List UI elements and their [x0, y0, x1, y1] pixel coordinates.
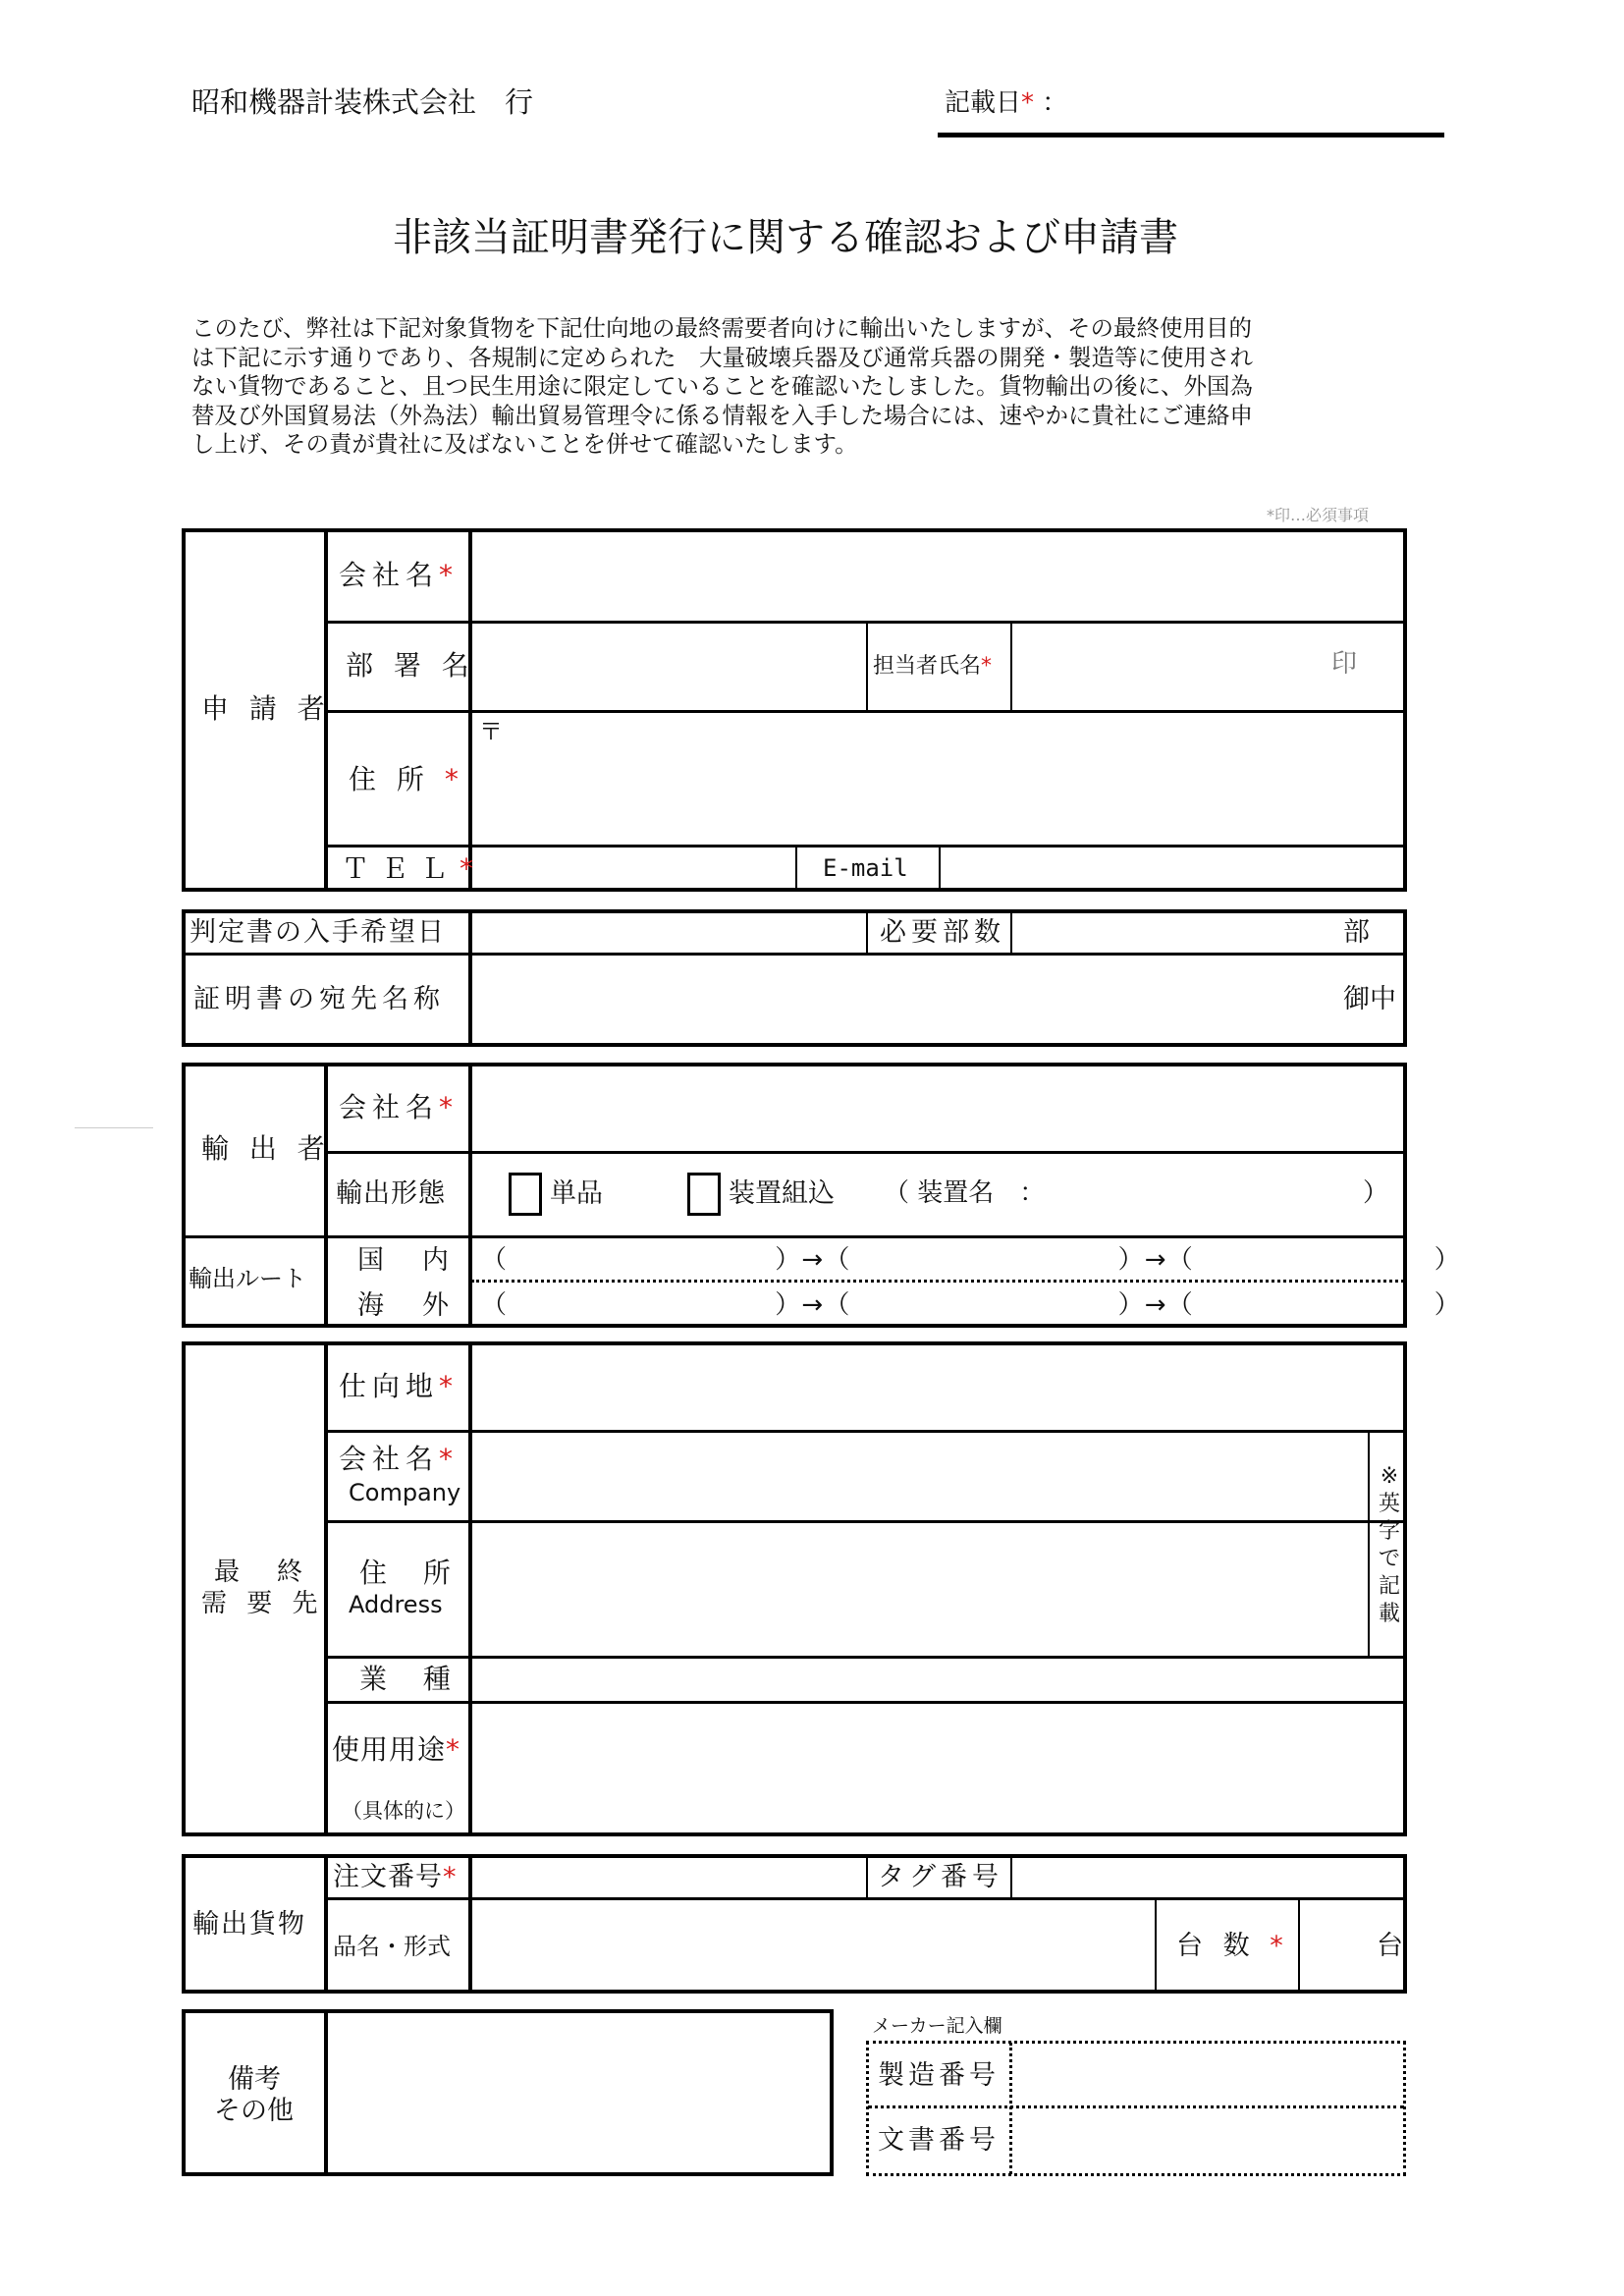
note-char: 記: [1378, 1574, 1400, 1599]
applicant-address-field[interactable]: [473, 714, 1404, 844]
label-text: 会社名: [339, 559, 440, 591]
applicant-address-label: [349, 763, 464, 795]
note-char: 字: [1378, 1519, 1400, 1544]
note-char: 英: [1378, 1492, 1400, 1516]
serial-no-label: 製造番号: [878, 2060, 1000, 2091]
equipment-name-field[interactable]: [1041, 1169, 1365, 1218]
applicant-tel-field[interactable]: [473, 848, 793, 888]
intro-line: し上げ、その責が貴社に及ばないことを併せて確認いたします。: [191, 430, 858, 458]
required-mark: *: [443, 1862, 458, 1892]
label-text: 台 数: [1176, 1931, 1256, 1961]
required-mark: *: [981, 654, 993, 679]
single-item-checkbox[interactable]: [509, 1173, 542, 1216]
equipment-checkbox[interactable]: [687, 1173, 721, 1216]
end-user-heading-1: 最 終: [214, 1558, 309, 1587]
addressee-label: 証明書の宛先名称: [193, 984, 445, 1014]
overseas-route[interactable]: （ ）→（ ）→（ ）: [481, 1290, 1461, 1320]
quantity-unit: 台: [1377, 1931, 1403, 1961]
end-address-field[interactable]: [473, 1524, 1365, 1654]
quantity-label: [1176, 1933, 1289, 1959]
postal-mark: 〒: [479, 718, 503, 745]
document-no-label: 文書番号: [878, 2125, 1000, 2156]
date-label-text: 記載日: [945, 88, 1022, 118]
required-mark: *: [439, 1443, 460, 1475]
label-text: 住 所: [349, 763, 430, 795]
overseas-label: 海 外: [357, 1290, 455, 1321]
end-company-label: [339, 1443, 460, 1475]
exporter-heading: 輸 出 者: [201, 1132, 331, 1165]
end-company-field[interactable]: [473, 1434, 1365, 1518]
serial-no-field[interactable]: [1015, 2045, 1402, 2104]
equipment-name-label: （ 装置名 ：: [884, 1178, 1046, 1208]
domestic-route[interactable]: （ ）→（ ）→（ ）: [481, 1245, 1461, 1275]
request-date-field[interactable]: [473, 913, 864, 953]
note-char: ※: [1380, 1464, 1399, 1489]
tag-no-label: タグ番号: [878, 1862, 1003, 1892]
domestic-label: 国 内: [357, 1245, 455, 1276]
exporter-company-field[interactable]: [473, 1066, 1404, 1151]
label-text: 注文番号: [333, 1862, 443, 1892]
usage-sub-label: （具体的に）: [342, 1799, 465, 1823]
recipient: 昭和機器計装株式会社 行: [191, 85, 534, 119]
copies-unit: 部: [1343, 917, 1370, 948]
required-mark: *: [444, 763, 464, 795]
applicant-company-label: [339, 559, 460, 591]
equipment-close-paren: ）: [1363, 1178, 1389, 1208]
required-mark: *: [1021, 88, 1035, 118]
addressee-field[interactable]: [473, 957, 1337, 1043]
english-note: [1375, 1463, 1404, 1628]
applicant-dept-label: 部 署 名: [346, 649, 475, 682]
label-text: 会社名: [339, 1091, 440, 1123]
usage-label: [332, 1733, 461, 1766]
required-mark: *: [439, 1091, 460, 1123]
intro-line: は下記に示す通りであり、各規制に定められた 大量破壊兵器及び通常兵器の開発・製造等に使用され: [191, 343, 1253, 371]
product-field[interactable]: [473, 1901, 1153, 1990]
end-user-heading-2: 需 要 先: [201, 1589, 324, 1618]
date-colon: ：: [1042, 88, 1068, 118]
equipment-label: 装置組込: [729, 1178, 835, 1209]
applicant-person-label: [873, 656, 992, 678]
exporter-company-label: [339, 1091, 460, 1123]
maker-caption: メーカー記入欄: [872, 2015, 1002, 2037]
destination-field[interactable]: [473, 1345, 1404, 1430]
applicant-tel-label: [342, 852, 486, 885]
date-label: [945, 90, 1067, 116]
date-field-line[interactable]: [938, 133, 1444, 137]
usage-field[interactable]: [473, 1707, 1404, 1832]
export-form-label: 輸出形態: [336, 1178, 446, 1209]
remarks-label-2: その他: [214, 2096, 294, 2126]
required-mark: *: [1270, 1931, 1289, 1961]
applicant-dept-field[interactable]: [473, 625, 864, 709]
required-note: *印…必須事項: [1267, 506, 1370, 524]
required-mark: *: [446, 1733, 461, 1766]
route-label: 輸出ルート: [189, 1265, 306, 1292]
single-item-label: 単品: [550, 1178, 603, 1209]
quantity-field[interactable]: [1302, 1901, 1380, 1990]
industry-input[interactable]: [473, 1660, 1404, 1701]
label-text: 担当者氏名: [873, 654, 982, 679]
label-text: ＴＥＬ: [342, 852, 460, 885]
copies-label: 必要部数: [880, 917, 1005, 948]
applicant-email-field[interactable]: [943, 848, 1404, 888]
intro-line: このたび、弊社は下記対象貨物を下記仕向地の最終需要者向けに輸出いたしますが、その最終使用目的: [191, 314, 1253, 342]
intro-line: 替及び外国貿易法（外為法）輸出貿易管理令に係る情報を入手した場合には、速やかに貴社にご連絡申: [191, 401, 1253, 429]
label-text: 会社名: [339, 1443, 440, 1475]
required-mark: *: [439, 1370, 460, 1402]
label-text: 仕向地: [339, 1370, 440, 1402]
intro-paragraph: [191, 314, 1253, 460]
email-label: E-mail: [823, 854, 908, 882]
applicant-company-field[interactable]: [473, 532, 1404, 619]
industry-label: 業 種: [359, 1663, 464, 1695]
page-title: 非該当証明書発行に関する確認および申請書: [393, 215, 1178, 260]
seal-mark: 印: [1331, 649, 1358, 679]
intro-line: ない貨物であること、且つ民生用途に限定していることを確認いたしました。貨物輸出の後に、外国為: [191, 372, 1253, 400]
request-date-label: 判定書の入手希望日: [189, 917, 446, 948]
label-text: 使用用途: [332, 1733, 447, 1766]
cargo-heading: 輸出貨物: [192, 1909, 306, 1940]
order-no-label: [333, 1864, 458, 1890]
note-char: で: [1378, 1547, 1400, 1571]
required-mark: *: [439, 559, 460, 591]
margin-mark: [75, 1127, 153, 1128]
end-company-en-label: Company: [349, 1479, 461, 1506]
tag-no-field[interactable]: [1014, 1858, 1403, 1897]
order-no-field[interactable]: [473, 1858, 864, 1897]
applicant-heading: 申 請 者: [201, 692, 331, 725]
document-no-field[interactable]: [1015, 2109, 1402, 2172]
remarks-label-1: 備考: [228, 2064, 281, 2095]
required-mark: *: [460, 852, 486, 885]
note-char: 載: [1378, 1602, 1400, 1626]
addressee-suffix: 御中: [1343, 984, 1396, 1014]
product-label: 品名・形式: [333, 1933, 451, 1960]
remarks-field[interactable]: [330, 2013, 830, 2172]
end-address-en-label: Address: [349, 1591, 443, 1618]
end-address-label: 住 所: [359, 1557, 464, 1589]
copies-field[interactable]: [1014, 913, 1328, 953]
destination-label: [339, 1370, 460, 1402]
